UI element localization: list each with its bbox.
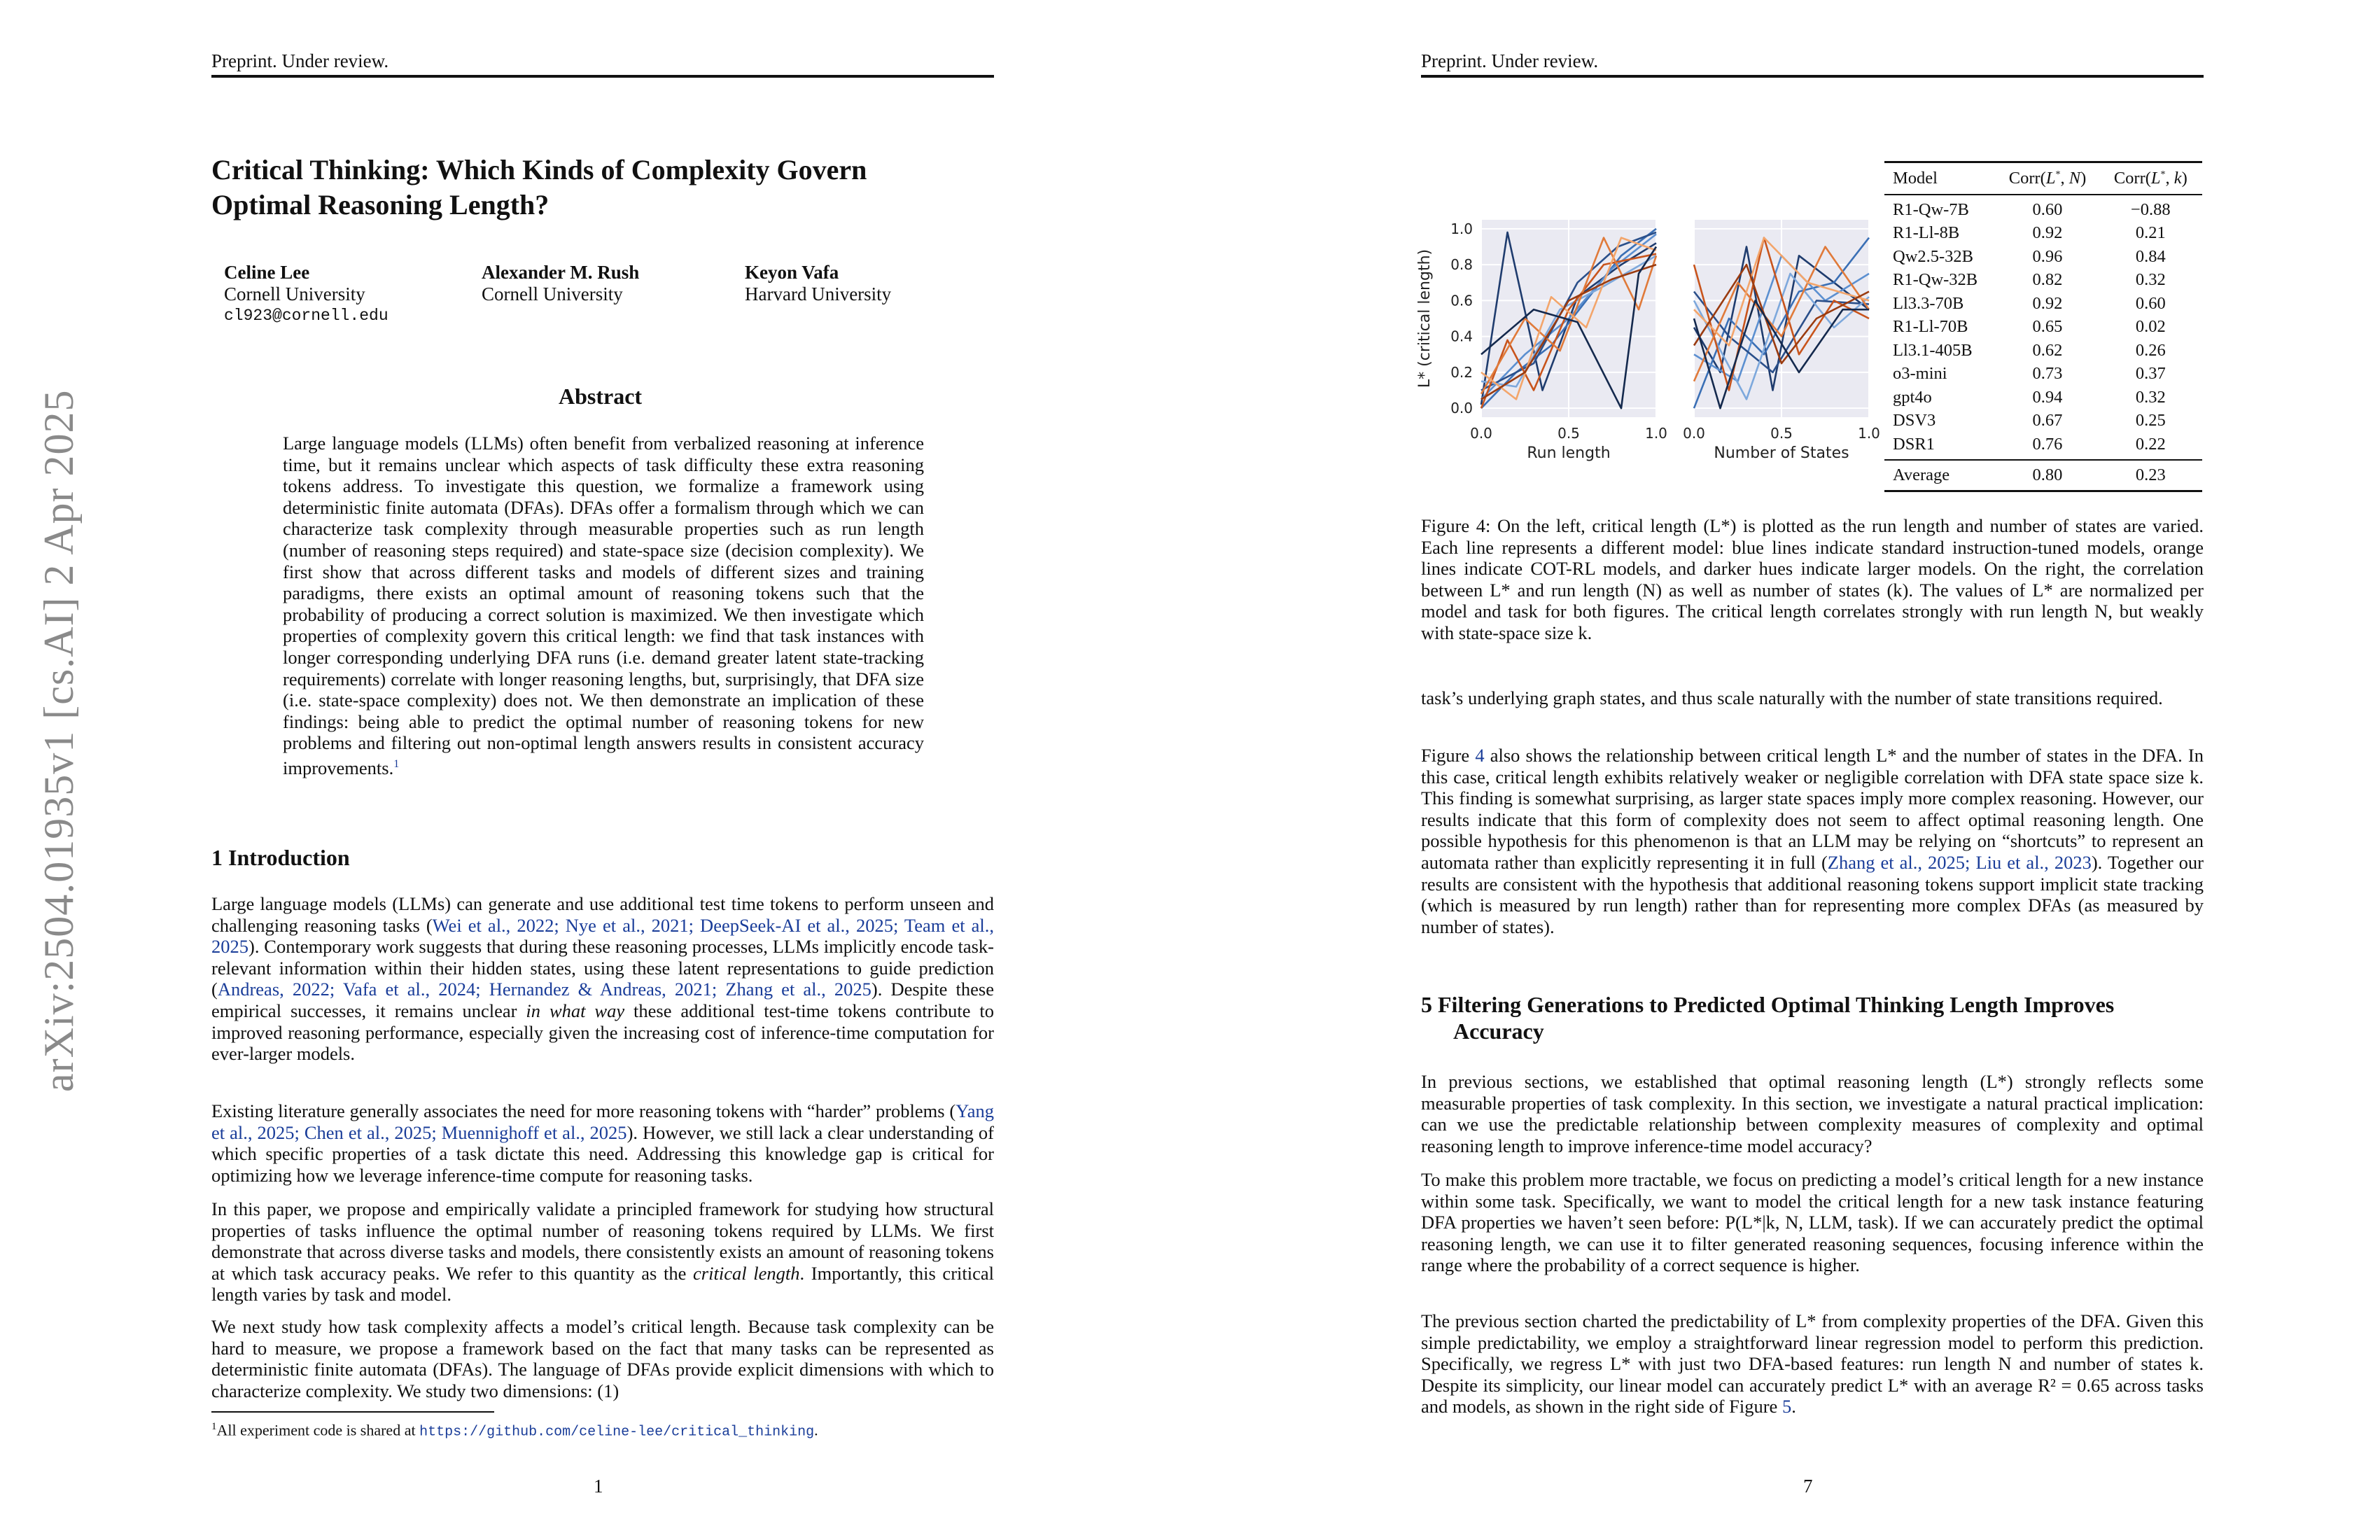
intro-text: these additional test-time tokens contribute to improved reasoning performance, especially given the increasing cost of inference-time computation for ever-larger models. [211, 1000, 995, 1065]
section-5-paragraph-2 [1421, 1169, 2204, 1276]
table-row [1884, 386, 2202, 410]
figure-ref-link[interactable]: 4 [1475, 745, 1485, 766]
section-5-title-line1: 5 Filtering Generations to Predicted Optimal Thinking Length Improves [1421, 992, 2115, 1017]
x-tick-label: 0.5 [1558, 425, 1580, 442]
citation-link[interactable]: Yang et al., 2025; Chen et al., 2025; Muennighoff et al., 2025 [211, 1100, 994, 1143]
table-cell-corr-n: 0.82 [2032, 270, 2063, 290]
table-cell-corr-k: 0.60 [2135, 293, 2166, 313]
author-affiliation: Harvard University [745, 284, 892, 304]
x-tick-label: 0.0 [1683, 425, 1705, 442]
emphasis-text: critical length [693, 1262, 800, 1284]
paper-title-line1: Critical Thinking: Which Kinds of Complexity Govern [211, 154, 867, 186]
table-cell-corr-k: 0.21 [2135, 223, 2166, 243]
author-name: Alexander M. Rush [482, 262, 640, 283]
author-name: Keyon Vafa [745, 262, 839, 283]
y-tick-label: 0.6 [1450, 292, 1473, 309]
body-text: ). Together our results are consistent with the hypothesis that additional reasoning tokens support implicit state tracking (which is measured by run length) rather than for representing more complex DFAs (as measured by number of states). [1421, 851, 2204, 937]
intro-paragraph-3 [211, 1198, 994, 1306]
author-1 [224, 262, 388, 327]
author-affiliation: Cornell University [482, 284, 623, 304]
author-name: Celine Lee [224, 262, 310, 283]
table-bottom-rule [1884, 490, 2202, 492]
table-cell-corr-n: 0.94 [2032, 387, 2063, 407]
y-tick-label: 1.0 [1450, 220, 1473, 237]
table-body [1884, 195, 2202, 456]
table-cell-corr-k: 0.26 [2135, 340, 2166, 360]
table-cell-corr-n: 0.65 [2032, 317, 2063, 337]
table-cell-corr-k: 0.02 [2135, 317, 2166, 337]
citation-link[interactable]: Zhang et al., 2025; Liu et al., 2023 [1827, 851, 2092, 873]
author-affiliation: Cornell University [224, 284, 365, 304]
correlation-table [1884, 161, 2202, 492]
right-header-rule [1421, 75, 2204, 78]
y-tick-label: 0.8 [1450, 256, 1473, 274]
page-number-left: 1 [594, 1476, 603, 1497]
average-corr-k: 0.23 [2135, 465, 2166, 484]
table-cell-corr-k: 0.25 [2135, 411, 2166, 430]
right-paragraph-2 [1421, 745, 2204, 937]
table-cell-corr-n: 0.96 [2032, 246, 2063, 266]
table-cell-corr-n: 0.67 [2032, 411, 2063, 430]
footnote-url-link[interactable]: https://github.com/celine-lee/critical_thinking [419, 1424, 815, 1441]
table-cell-corr-n: 0.92 [2032, 223, 2063, 243]
intro-paragraph-4 [211, 1316, 994, 1401]
x-tick-label: 0.0 [1470, 425, 1492, 442]
intro-text: ). However, we still lack a clear understanding of which specific properties of a task dictate this need. Addressing this knowledge gap is critical for optimizing how we leverage inference-time compute for reasoning tasks. [211, 1121, 994, 1186]
table-row [1884, 316, 2202, 340]
section-5-paragraph-3 [1421, 1310, 2204, 1418]
x-tick-label: 1.0 [1645, 425, 1667, 442]
author-3 [745, 262, 891, 305]
table-row [1884, 198, 2202, 222]
table-row [1884, 433, 2202, 456]
footnote-mark: 1 [211, 1421, 217, 1432]
table-row [1884, 269, 2202, 293]
body-text: Figure [1421, 745, 1476, 766]
table-cell-model: R1-Qw-7B [1893, 200, 1969, 219]
table-cell-corr-k: −0.88 [2130, 200, 2171, 219]
table-row [1884, 292, 2202, 316]
table-cell-corr-k: 0.32 [2135, 270, 2166, 290]
author-email[interactable]: cl923@cornell.edu [224, 307, 388, 325]
footnote [211, 1421, 818, 1440]
table-header-corr-n: Corr(L*, N) [2008, 169, 2087, 188]
body-text: In previous sections, we established that optimal reasoning length (L*) strongly reflects some measurable properties of task complexity. In this section, we investigate a natural practical implication: can we use the predictable relationship between complexity measures of complexity and optimal reasoning length to improve inference-time model accuracy? [1421, 1071, 2204, 1156]
left-header: Preprint. Under review. [211, 50, 389, 71]
table-cell-corr-k: 0.37 [2135, 364, 2166, 384]
x-tick-label: 1.0 [1858, 425, 1880, 442]
paper-title-line2: Optimal Reasoning Length? [211, 189, 550, 220]
abstract-text: Large language models (LLMs) often benefit from verbalized reasoning at inference time, but it remains unclear which aspects of task difficulty these extra reasoning tokens address. To investigate this question, we formalize a framework using deterministic finite automata (DFAs). DFAs offer a formalism through which we can characterize task complexity through measurable properties such as run length (number of reasoning steps required) and state-space size (decision complexity). We first show that across different tasks and models of different sizes and training paradigms, there exists an optimal amount of reasoning tokens such that the probability of producing a correct solution is maximized. We then investigate which properties of complexity govern this critical length: we find that task instances with longer corresponding underlying DFA runs (i.e. demand greater latent state-tracking requirements) correlate with longer reasoning lengths, but, surprisingly, that DFA size (i.e. state-space complexity) does not. We then demonstrate an implication of these findings: being able to predict the optimal number of reasoning tokens for new problems and filtering out non-optimal length answers results in consistent accuracy improvements. [283, 433, 924, 778]
average-corr-n: 0.80 [2032, 465, 2063, 484]
table-row [1884, 222, 2202, 246]
abstract-body [283, 433, 924, 778]
figure-4-caption: Figure 4: On the left, critical length (L*) is plotted as the run length and number of states are varied. Each line represents a different model: blue lines indicate standard instruction-tuned models, orange lines indicate COT-RL models, and darker hues indicate larger models. On the right, the correlation between L* and run length (N) as well as number of states (k). The values of L* are normalized per model and task for both figures. The critical length correlates strongly with run length N, but weakly with state-space size k. [1421, 515, 2204, 643]
intro-text: Existing literature generally associates the need for more reasoning tokens with “harder” problems ( [211, 1100, 956, 1121]
table-row [1884, 339, 2202, 363]
table-cell-corr-n: 0.60 [2032, 200, 2063, 219]
table-cell-model: o3-mini [1893, 364, 1947, 384]
intro-paragraph-2 [211, 1100, 994, 1186]
intro-text: . Importantly, this critical length varies by task and model. [211, 1262, 994, 1306]
intro-heading: 1 Introduction [211, 845, 350, 870]
average-label: Average [1893, 465, 1950, 484]
table-cell-corr-k: 0.22 [2135, 434, 2166, 454]
table-cell-corr-k: 0.84 [2135, 246, 2166, 266]
emphasis-text: in what way [526, 1000, 625, 1021]
table-average-row [1884, 461, 2202, 490]
x-axis-label: Run length [1527, 444, 1611, 462]
table-cell-model: Qw2.5-32B [1893, 246, 1974, 266]
left-header-rule [211, 75, 994, 78]
x-axis-label: Number of States [1714, 444, 1849, 462]
arxiv-stamp: arXiv:2504.01935v1 [cs.AI] 2 Apr 2025 [36, 389, 82, 1092]
right-paragraph-1 [1421, 687, 2204, 709]
table-row [1884, 363, 2202, 386]
table-cell-corr-n: 0.76 [2032, 434, 2063, 454]
table-cell-corr-n: 0.92 [2032, 293, 2063, 313]
table-cell-model: DSV3 [1893, 411, 1936, 430]
table-cell-model: R1-Ll-70B [1893, 317, 1968, 337]
figure-ref-link[interactable]: 5 [1782, 1396, 1792, 1418]
y-axis-label: L* (critical length) [1416, 248, 1434, 388]
table-cell-model: R1-Ll-8B [1893, 223, 1960, 243]
table-cell-corr-n: 0.73 [2032, 364, 2063, 384]
paper-title [211, 153, 867, 223]
table-header-corr-k: Corr(L*, k) [2113, 169, 2188, 188]
section-5-heading [1421, 991, 2204, 1044]
table-cell-model: gpt4o [1893, 387, 1932, 407]
footnote-text: All experiment code is shared at [216, 1421, 420, 1439]
intro-text: In this paper, we propose and empirically validate a principled framework for studying how structural properties of tasks influence the optimal number of reasoning tokens required by LLMs. We first demonstrate that across diverse tasks and models, there consistently exists an amount of reasoning tokens at which task accuracy peaks. We refer to this quantity as the [211, 1198, 994, 1284]
table-cell-model: Ll3.1-405B [1893, 340, 1973, 360]
table-cell-model: DSR1 [1893, 434, 1935, 454]
table-header-model: Model [1893, 169, 1938, 188]
citation-link[interactable]: Andreas, 2022; Vafa et al., 2024; Hernandez & Andreas, 2021; Zhang et al., 2025 [217, 979, 872, 1000]
run-length-line-chart [1414, 203, 1680, 497]
table-cell-corr-k: 0.32 [2135, 387, 2166, 407]
intro-text: Large language models (LLMs) can generate and use additional test time tokens to perform unseen and challenging reasoning tasks ( [211, 893, 994, 936]
abstract-footnote-mark[interactable]: 1 [393, 757, 400, 770]
page-number-right: 7 [1803, 1476, 1813, 1497]
intro-text: ). Despite these empirical successes, it remains unclear [211, 979, 994, 1021]
citation-link[interactable]: Wei et al., 2022; Nye et al., 2021; DeepSeek-AI et al., 2025; Team et al., 2025 [211, 914, 994, 958]
footnote-text: . [814, 1421, 818, 1439]
intro-text: ). Contemporary work suggests that during these reasoning processes, LLMs implicitly encode task-relevant information within their hidden states, using these latent representations to guide prediction ( [211, 936, 994, 1000]
section-5-title-line2: Accuracy [1453, 1018, 1544, 1044]
footnote-rule [211, 1411, 494, 1413]
y-tick-label: 0.2 [1450, 363, 1473, 381]
table-row [1884, 245, 2202, 269]
right-header: Preprint. Under review. [1421, 50, 1599, 71]
body-text: The previous section charted the predictability of L* from complexity properties of the DFA. Given this simple predictability, we employ a straightforward linear regression model to perform this prediction. Specifically, we regress L* with just two DFA-based features: run length N and number of states k. Despite its simplicity, our linear model can accurately predict L* with an average R² = 0.65 across tasks and models, as shown in the right side of Figure [1421, 1310, 2204, 1418]
body-text: . [1791, 1396, 1796, 1418]
section-5-paragraph-1 [1421, 1071, 2204, 1156]
author-2 [482, 262, 639, 305]
body-text: task’s underlying graph states, and thus scale naturally with the number of state transitions required. [1421, 687, 2163, 708]
intro-text: We next study how task complexity affects a model’s critical length. Because task complexity can be hard to measure, we propose a framework based on the fact that many tasks can be represented as deterministic finite automata (DFAs). The language of DFAs provide explicit dimensions with which to characterize complexity. We study two dimensions: (1) [211, 1316, 994, 1401]
body-text: also shows the relationship between critical length L* and the number of states in the DFA. In this case, critical length exhibits relatively weaker or negligible correlation with DFA state space size k. This finding is somewhat surprising, as larger state spaces imply more complex reasoning. However, our results indicate that this form of complexity does not seem to affect optimal reasoning length. One possible hypothesis for this phenomenon is that an LLM may be relying on “shortcuts” to represent an automata rather than explicitly representing it in full ( [1421, 745, 2204, 873]
table-header-row [1884, 163, 2202, 194]
abstract-heading: Abstract [559, 384, 643, 409]
y-tick-label: 0.0 [1450, 400, 1473, 417]
body-text: To make this problem more tractable, we focus on predicting a model’s critical length for a new instance within some task. Specifically, we want to model the critical length for a new task instance featuring DFA properties we haven’t seen before: P(L*|k, N, LLM, task). If we can accurately predict the optimal reasoning length, we can use it to filter generated reasoning sequences, focusing inference within the range where the probability of a correct sequence is higher. [1421, 1169, 2204, 1276]
x-tick-label: 0.5 [1770, 425, 1793, 442]
table-cell-model: Ll3.3-70B [1893, 293, 1964, 313]
number-of-states-line-chart [1673, 203, 1883, 497]
table-cell-corr-n: 0.62 [2032, 340, 2063, 360]
y-tick-label: 0.4 [1450, 328, 1473, 345]
table-cell-model: R1-Qw-32B [1893, 270, 1978, 290]
intro-paragraph-1 [211, 893, 994, 1065]
table-row [1884, 410, 2202, 433]
